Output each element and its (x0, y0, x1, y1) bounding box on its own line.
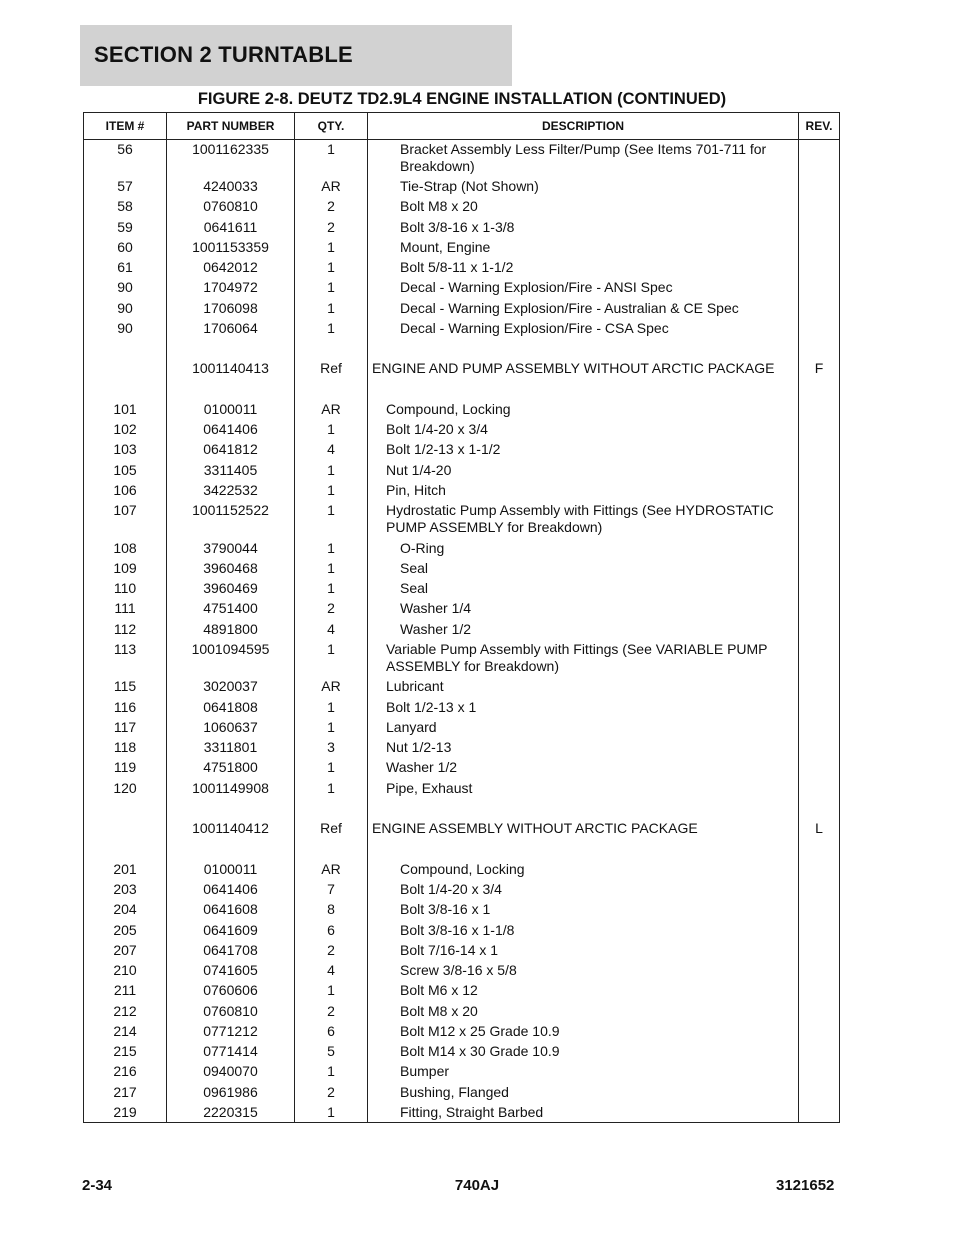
section-title: SECTION 2 TURNTABLE (94, 42, 353, 67)
column-divider (367, 113, 368, 1122)
model-name: 740AJ (454, 1177, 500, 1194)
header-rev: REV. (805, 119, 833, 133)
section-header (80, 25, 512, 86)
parts-table: ITEM # PART NUMBER QTY. DESCRIPTION REV. 56 1001162335 1 Bracket Assembly Less Filter/Pump (See Items 701-711 for Breakdown) 57 4240033 AR Tie-Strap (Not Shown) 58 0760810 2 Bolt M8 x 20 59 0641611 2 Bolt 3/8-16 x 1-3/8 60 1001153359 1 Mount, Engine 61 0642012 1 Bolt 5/8-11 x 1-1/2 90 1704972 1 Decal - Warning Explosion/Fire - ANSI Spec 90 1706098 1 Decal - Warning Explosion/Fire - Australian & CE Spec 90 1706064 1 Decal - Warning Explosion/Fire - CSA Spec 1001140413 Ref ENGINE AND PUMP ASSEMBLY WITHOUT ARCTIC PACKAGE F 101 0100011 AR Compound, Locking 102 0641406 1 Bolt 1/4-20 x 3/4 103 0641812 4 Bolt 1/2-13 x 1-1/2 105 3311405 1 Nut 1/4-20 106 3422532 1 Pin, Hitch 107 1001152522 1 Hydrostatic Pump Assembly with Fittings (See HYDROSTATIC PUMP ASSEMBLY for Breakdown) 108 3790044 1 O-Ring 109 3960468 1 Seal 110 3960469 1 Seal 111 4751400 2 Washer 1/4 112 4891800 4 Washer 1/2 113 1001094595 1 Variable Pump Assembly with Fittings (See VARIABLE PUMP ASSEMBLY for Breakdown) 115 3020037 AR Lubricant 116 0641808 1 Bolt 1/2-13 x 1 117 1060637 1 Lanyard 118 3311801 3 Nut 1/2-13 119 4751800 1 Washer 1/2 120 1001149908 1 Pipe, Exhaust 1001140412 Ref ENGINE ASSEMBLY WITHOUT ARCTIC PACKAGE L 201 0100011 AR Compound, Locking 203 0641406 7 Bolt 1/4-20 x 3/4 204 0641608 8 Bolt 3/8-16 x 1 205 0641609 6 Bolt 3/8-16 x 1-1/8 207 0641708 2 Bolt 7/16-14 x 1 210 0741605 4 Screw 3/8-16 x 5/8 211 0760606 1 Bolt M6 x 12 212 0760810 2 Bolt M8 x 20 214 0771212 6 Bolt M12 x 25 Grade 10.9 215 0771414 5 Bolt M14 x 30 Grade 10.9 216 0940070 1 Bumper 217 0961986 2 Bushing, Flanged 219 2220315 1 Fitting, Straight Barbed (83, 112, 840, 1123)
header-qty: QTY. (317, 119, 345, 133)
table-header (84, 113, 839, 140)
column-divider (798, 113, 799, 1122)
header-description: DESCRIPTION (541, 119, 624, 133)
column-divider (166, 113, 167, 1122)
header-item: ITEM # (105, 119, 145, 133)
header-part-number: PART NUMBER (186, 119, 275, 133)
figure-title: FIGURE 2-8. DEUTZ TD2.9L4 ENGINE INSTALLATION (CONTINUED) (197, 90, 727, 108)
document-number: 3121652 (776, 1177, 835, 1194)
column-divider (294, 113, 295, 1122)
page-number: 2-34 (82, 1177, 113, 1194)
